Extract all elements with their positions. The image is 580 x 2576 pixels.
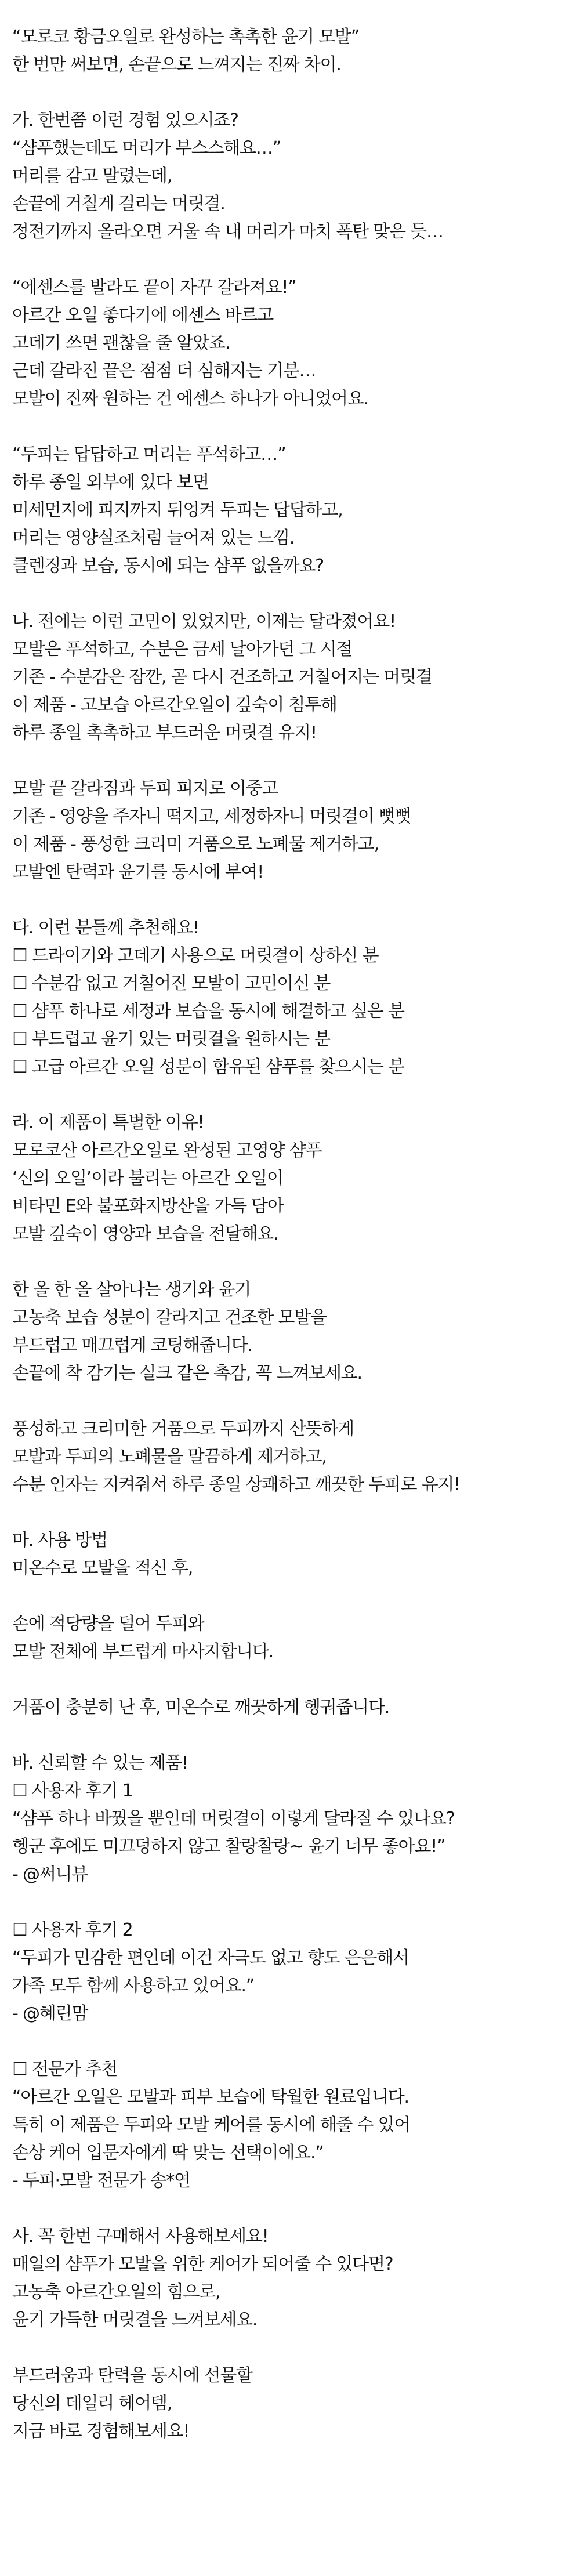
paragraph bbox=[12, 1109, 580, 1248]
paragraph-spacer bbox=[12, 1081, 580, 1109]
text-line: ☐ 전문가 추천 bbox=[12, 2059, 118, 2079]
text-line: 이 제품 - 고보습 아르간오일이 깊숙이 침투해 bbox=[12, 695, 337, 715]
text-line: 클렌징과 보습, 동시에 되는 샴푸 없을까요? bbox=[12, 556, 324, 576]
text-line: 모발 끝 갈라짐과 두피 피지로 이중고 bbox=[12, 778, 278, 799]
text-line: 손상 케어 입문자에게 딱 맞는 선택이에요.” bbox=[12, 2143, 324, 2163]
text-line: 머리는 영양실조처럼 늘어져 있는 느낌. bbox=[12, 528, 295, 548]
paragraph bbox=[12, 274, 580, 413]
text-line: 손끝에 착 감기는 실크 같은 촉감, 꼭 느껴보세요. bbox=[12, 1363, 362, 1383]
text-line: 정전기까지 올라오면 거울 속 내 머리가 마치 폭탄 맞은 듯… bbox=[12, 222, 443, 242]
text-line: 모발이 진짜 원하는 건 에센스 하나가 아니었어요. bbox=[12, 389, 368, 409]
paragraph-spacer bbox=[12, 413, 580, 441]
paragraph bbox=[12, 1527, 580, 1582]
text-line: 풍성하고 크리미한 거품으로 두피까지 산뜻하게 bbox=[12, 1419, 354, 1439]
text-line: 기존 - 영양을 주자니 떡지고, 세정하자니 머릿결이 뻣뻣 bbox=[12, 806, 411, 827]
text-line: 수분 인자는 지켜줘서 하루 종일 상쾌하고 깨끗한 두피로 유지! bbox=[12, 1474, 461, 1495]
paragraph bbox=[12, 441, 580, 580]
text-line: 고데기 쓰면 괜찮을 줄 알았죠. bbox=[12, 333, 230, 353]
text-line: 모발 전체에 부드럽게 마사지합니다. bbox=[12, 1642, 274, 1662]
text-line: 모발엔 탄력과 윤기를 동시에 부여! bbox=[12, 862, 264, 882]
paragraph-spacer bbox=[12, 1722, 580, 1749]
text-line: 다. 이런 분들께 추천해요! bbox=[12, 918, 199, 938]
text-line: 한 번만 써보면, 손끝으로 느껴지는 진짜 차이. bbox=[12, 55, 341, 75]
text-line: 하루 종일 촉촉하고 부드러운 머릿결 유지! bbox=[12, 723, 317, 743]
paragraph bbox=[12, 2223, 580, 2334]
paragraph-spacer bbox=[12, 246, 580, 274]
text-line: 가. 한번쯤 이런 경험 있으시죠? bbox=[12, 110, 238, 131]
text-line: 미세먼지에 피지까지 뒤엉켜 두피는 답답하고, bbox=[12, 500, 343, 520]
text-line: - @혜린맘 bbox=[12, 2003, 88, 2024]
text-line: 모발 깊숙이 영양과 보습을 전달해요. bbox=[12, 1224, 278, 1244]
text-line: 모발과 두피의 노폐물을 말끔하게 제거하고, bbox=[12, 1447, 327, 1467]
text-line: 이 제품 - 풍성한 크리미 거품으로 노폐물 제거하고, bbox=[12, 834, 379, 854]
text-line: ☐ 고급 아르간 오일 성분이 함유된 샴푸를 찾으시는 분 bbox=[12, 1057, 404, 1077]
text-line: 특히 이 제품은 두피와 모발 케어를 동시에 해줄 수 있어 bbox=[12, 2115, 411, 2135]
paragraph bbox=[12, 23, 580, 79]
text-line: 고농축 보습 성분이 갈라지고 건조한 모발을 bbox=[12, 1307, 327, 1328]
paragraph bbox=[12, 107, 580, 246]
text-line: 가족 모두 함께 사용하고 있어요.” bbox=[12, 1976, 255, 1996]
text-line: “두피는 답답하고 머리는 푸석하고…” bbox=[12, 444, 286, 465]
text-line: 모발은 푸석하고, 수분은 금세 날아가던 그 시절 bbox=[12, 639, 353, 660]
text-line: 매일의 샴푸가 모발을 위한 케어가 되어줄 수 있다면? bbox=[12, 2254, 393, 2274]
text-line: 아르간 오일 좋다기에 에센스 바르고 bbox=[12, 305, 274, 325]
text-line: “샴푸했는데도 머리가 부스스해요…” bbox=[12, 138, 281, 158]
paragraph-spacer bbox=[12, 886, 580, 914]
text-line: 비타민 E와 불포화지방산을 가득 담아 bbox=[12, 1196, 284, 1216]
text-line: ☐ 드라이기와 고데기 사용으로 머릿결이 상하신 분 bbox=[12, 945, 379, 966]
text-line: ‘신의 오일’이라 불리는 아르간 오일이 bbox=[12, 1168, 283, 1189]
text-line: 라. 이 제품이 특별한 이유! bbox=[12, 1113, 204, 1133]
text-line: ☐ 부드럽고 윤기 있는 머릿결을 원하시는 분 bbox=[12, 1029, 330, 1049]
paragraph-spacer bbox=[12, 1248, 580, 1276]
text-line: 부드러움과 탄력을 동시에 선물할 bbox=[12, 2365, 252, 2386]
text-line: ☐ 사용자 후기 2 bbox=[12, 1920, 133, 1940]
text-line: 모로코산 아르간오일로 완성된 고영양 샴푸 bbox=[12, 1140, 322, 1161]
text-line: 윤기 가득한 머릿결을 느껴보세요. bbox=[12, 2310, 258, 2330]
text-line: 부드럽고 매끄럽게 코팅해줍니다. bbox=[12, 1335, 252, 1356]
paragraph-spacer bbox=[12, 1387, 580, 1415]
paragraph-spacer bbox=[12, 2334, 580, 2362]
text-line: 거품이 충분히 난 후, 미온수로 깨끗하게 헹궈줍니다. bbox=[12, 1697, 390, 1718]
paragraph-spacer bbox=[12, 1582, 580, 1610]
text-line: “샴푸 하나 바꿨을 뿐인데 머릿결이 이렇게 달라질 수 있나요? bbox=[12, 1809, 455, 1829]
paragraph bbox=[12, 1610, 580, 1666]
text-line: “모로코 황금오일로 완성하는 촉촉한 윤기 모발” bbox=[12, 27, 360, 47]
paragraph bbox=[12, 1749, 580, 1889]
paragraph bbox=[12, 1276, 580, 1387]
text-line: 헹군 후에도 미끄덩하지 않고 찰랑찰랑~ 윤기 너무 좋아요!” bbox=[12, 1836, 445, 1857]
text-line: 기존 - 수분감은 잠깐, 곧 다시 건조하고 거칠어지는 머릿결 bbox=[12, 667, 432, 687]
text-line: ☐ 샴푸 하나로 세정과 보습을 동시에 해결하고 싶은 분 bbox=[12, 1001, 404, 1021]
text-line: 한 올 한 올 살아나는 생기와 윤기 bbox=[12, 1280, 251, 1300]
text-line: 지금 바로 경험해보세요! bbox=[12, 2421, 190, 2441]
text-line: 손끝에 거칠게 걸리는 머릿결. bbox=[12, 194, 225, 214]
paragraph-spacer bbox=[12, 1499, 580, 1527]
paragraph-spacer bbox=[12, 2195, 580, 2223]
paragraph-spacer bbox=[12, 79, 580, 107]
text-line: 마. 사용 방법 bbox=[12, 1530, 107, 1550]
text-line: ☐ 수분감 없고 거칠어진 모발이 고민이신 분 bbox=[12, 973, 330, 994]
paragraph bbox=[12, 1916, 580, 2028]
paragraph-spacer bbox=[12, 2028, 580, 2056]
paragraph bbox=[12, 914, 580, 1081]
text-line: 당신의 데일리 헤어템, bbox=[12, 2393, 172, 2414]
paragraph-spacer bbox=[12, 1666, 580, 1694]
paragraph bbox=[12, 2056, 580, 2195]
text-line: 근데 갈라진 끝은 점점 더 심해지는 기분… bbox=[12, 361, 316, 381]
paragraph-spacer bbox=[12, 1889, 580, 1916]
paragraph-spacer bbox=[12, 580, 580, 608]
text-line: “에센스를 발라도 끝이 자꾸 갈라져요!” bbox=[12, 277, 296, 298]
text-line: “두피가 민감한 편인데 이건 자극도 없고 향도 은은해서 bbox=[12, 1948, 409, 1968]
text-line: - @써니뷰 bbox=[12, 1864, 88, 1885]
text-line: 미온수로 모발을 적신 후, bbox=[12, 1558, 193, 1578]
text-line: “아르간 오일은 모발과 피부 보습에 탁월한 원료입니다. bbox=[12, 2087, 409, 2107]
text-line: 하루 종일 외부에 있다 보면 bbox=[12, 472, 209, 492]
text-line: 고농축 아르간오일의 힘으로, bbox=[12, 2282, 220, 2302]
text-line: - 두피·모발 전문가 송*연 bbox=[12, 2171, 190, 2191]
text-line: 사. 꼭 한번 구매해서 사용해보세요! bbox=[12, 2226, 269, 2247]
paragraph bbox=[12, 775, 580, 886]
text-line: 손에 적당량을 덜어 두피와 bbox=[12, 1614, 204, 1634]
paragraph bbox=[12, 1415, 580, 1499]
text-line: 바. 신뢰할 수 있는 제품! bbox=[12, 1753, 188, 1773]
text-line: 나. 전에는 이런 고민이 있었지만, 이제는 달라졌어요! bbox=[12, 611, 396, 632]
text-line: ☐ 사용자 후기 1 bbox=[12, 1781, 133, 1801]
paragraph bbox=[12, 2362, 580, 2445]
paragraph bbox=[12, 608, 580, 747]
text-line: 머리를 감고 말렸는데, bbox=[12, 166, 172, 186]
paragraph bbox=[12, 1694, 580, 1722]
paragraph-spacer bbox=[12, 747, 580, 775]
